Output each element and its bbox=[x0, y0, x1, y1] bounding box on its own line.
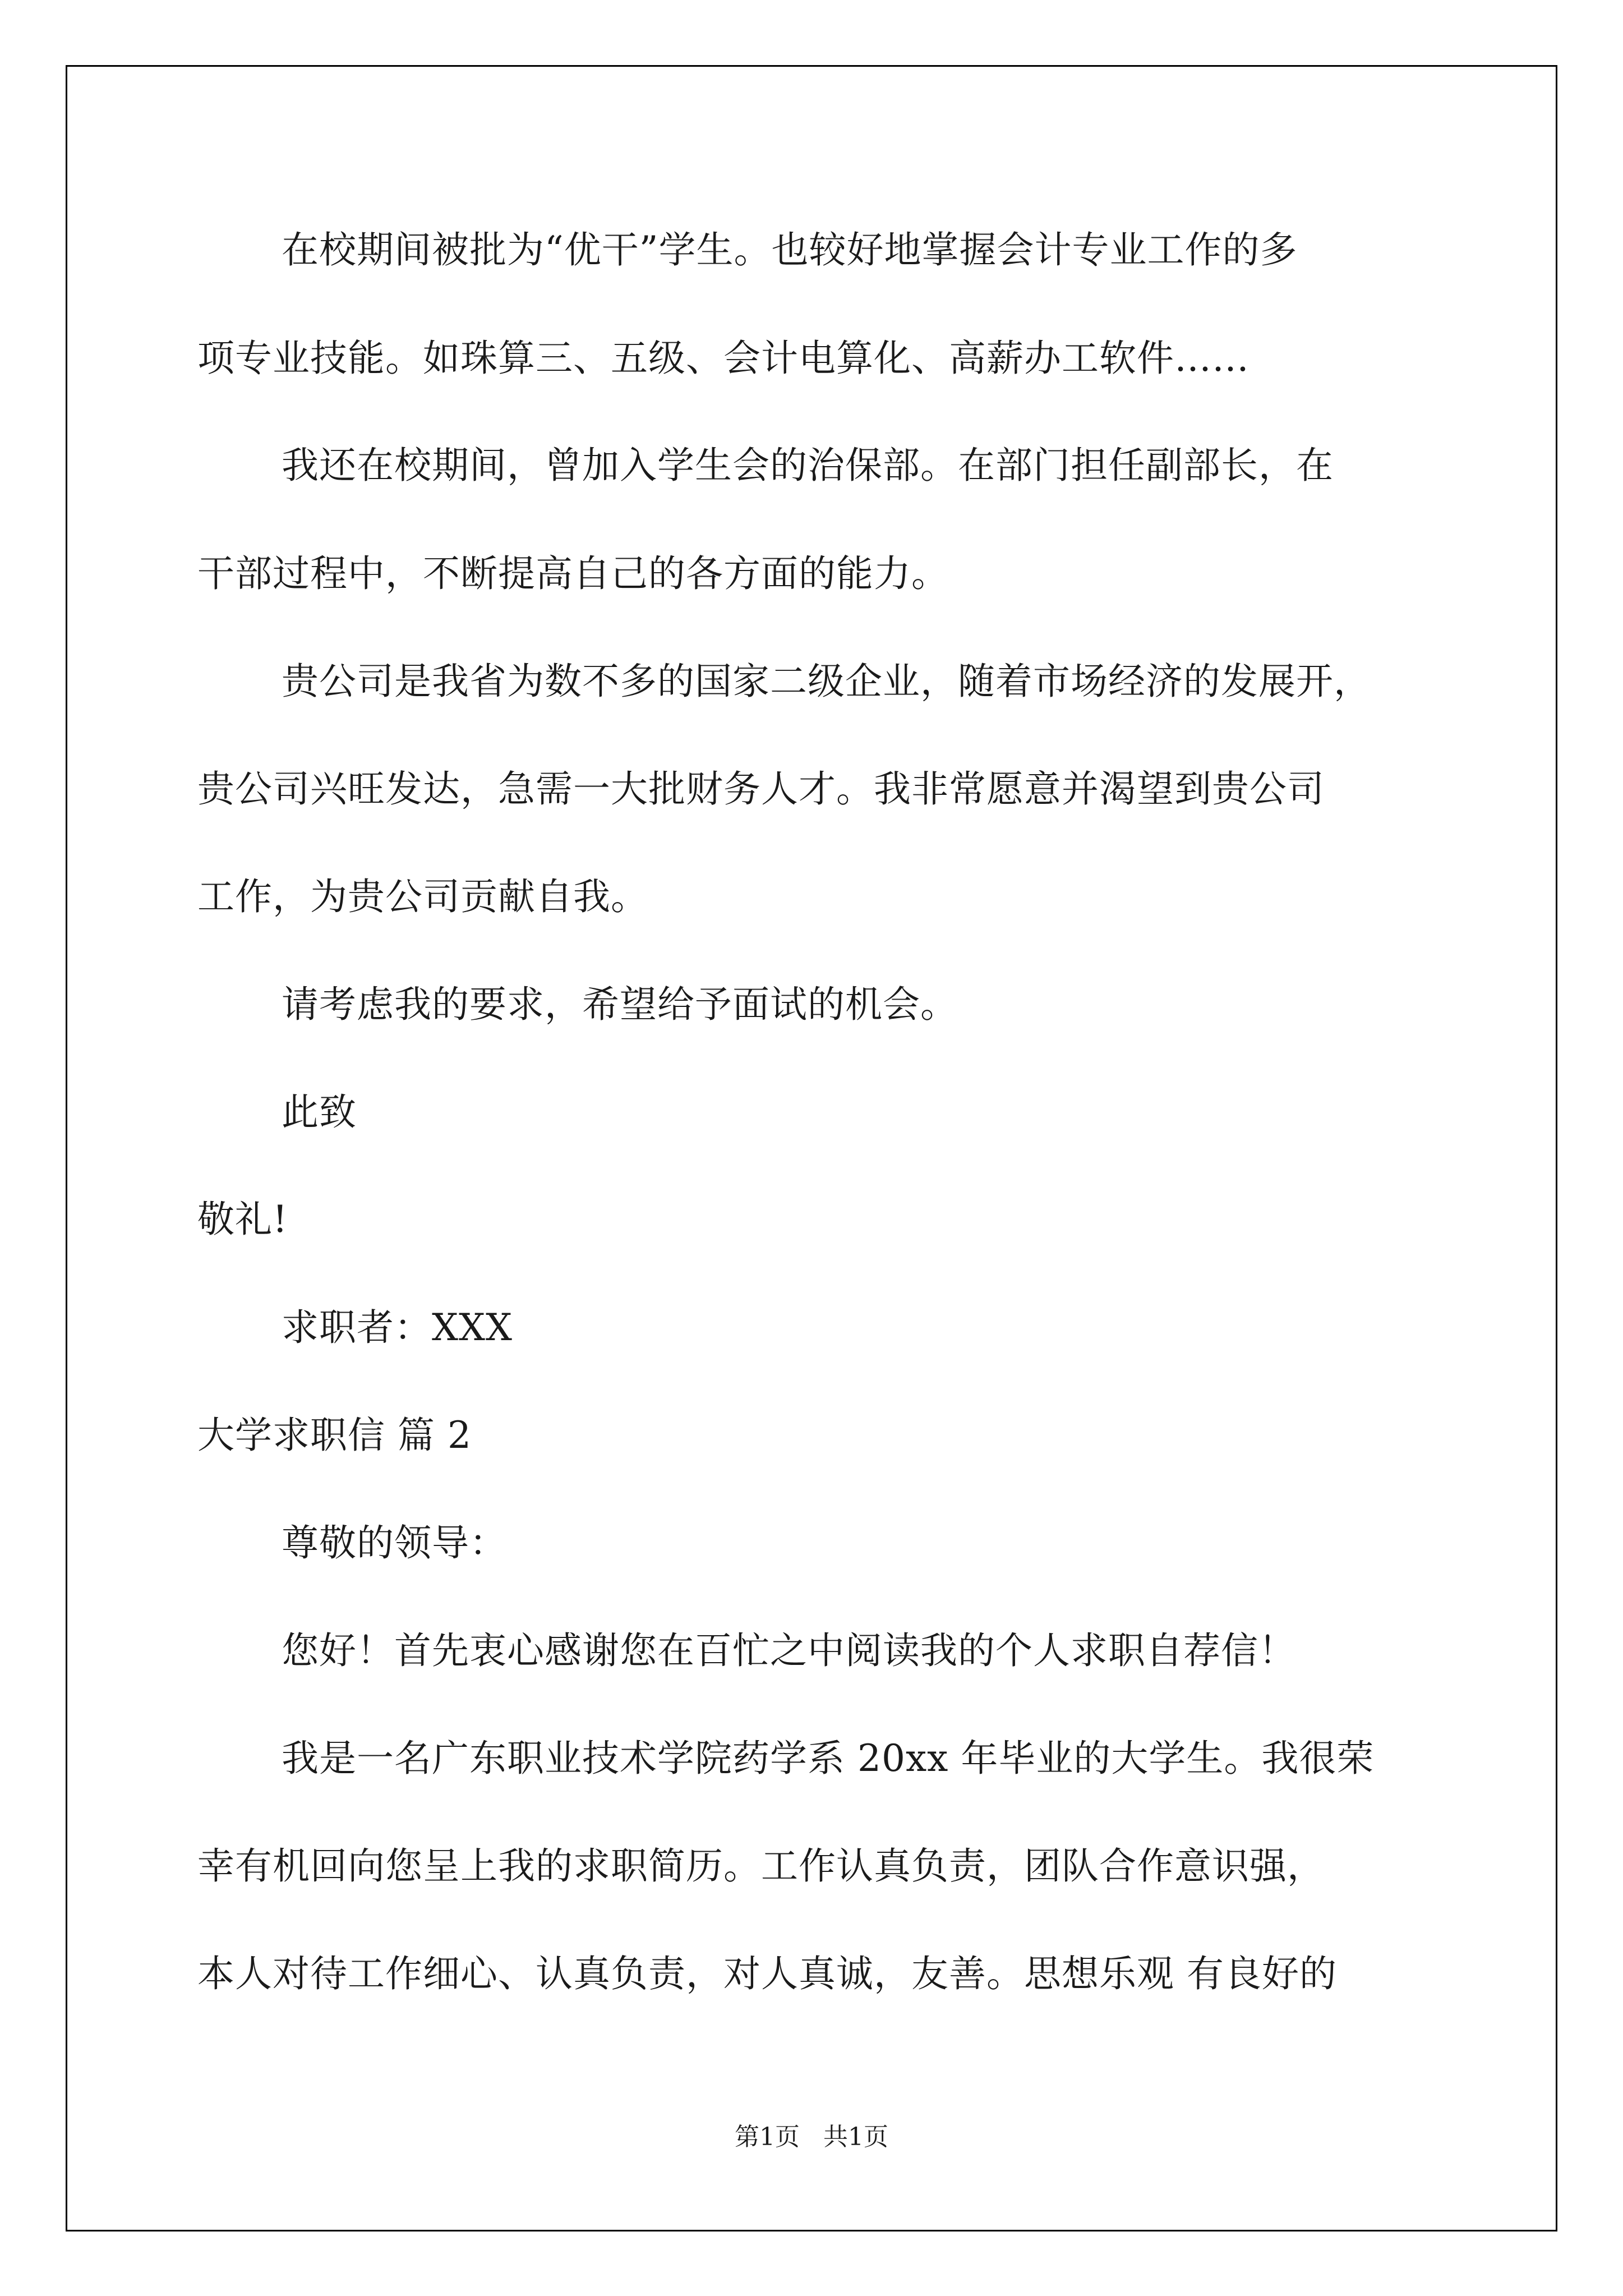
text-line: 工作，为贵公司贡献自我。 bbox=[197, 875, 648, 918]
section-heading: 大学求职信 篇 2 bbox=[197, 1414, 472, 1457]
text-line: 干部过程中，不断提高自己的各方面的能力。 bbox=[197, 552, 949, 595]
text-line: 贵公司兴旺发达，急需一大批财务人才。我非常愿意并渴望到贵公司 bbox=[197, 767, 1325, 811]
text-line: 贵公司是我省为数不多的国家二级企业，随着市场经济的发展开， bbox=[282, 660, 1371, 703]
text-line: 项专业技能。如珠算三、五级、会计电算化、高薪办工软件…… bbox=[197, 337, 1249, 380]
text-line: 敬礼! bbox=[197, 1198, 288, 1241]
text-line: 求职者：XXX bbox=[282, 1306, 513, 1349]
text-line: 您好！首先衷心感谢您在百忙之中阅读我的个人求职自荐信！ bbox=[282, 1629, 1296, 1672]
text-line: 幸有机回向您呈上我的求职简历。工作认真负责，团队合作意识强， bbox=[197, 1844, 1325, 1888]
text-line: 我是一名广东职业技术学院药学系 20xx 年毕业的大学生。我很荣 bbox=[282, 1737, 1375, 1780]
page-footer: 第1页 共1页 bbox=[735, 2123, 888, 2151]
text-line: 此致 bbox=[282, 1091, 357, 1134]
text-line: 我还在校期间，曾加入学生会的治保部。在部门担任副部长，在 bbox=[282, 444, 1334, 487]
text-line: 尊敬的领导： bbox=[282, 1521, 507, 1565]
text-line: 在校期间被批为“优干”学生。也较好地掌握会计专业工作的多 bbox=[282, 228, 1298, 272]
text-line: 请考虑我的要求，希望给予面试的机会。 bbox=[282, 983, 958, 1026]
page-border bbox=[66, 65, 1557, 2231]
text-line: 本人对待工作细心、认真负责，对人真诚，友善。思想乐观 有良好的 bbox=[197, 1952, 1337, 1995]
